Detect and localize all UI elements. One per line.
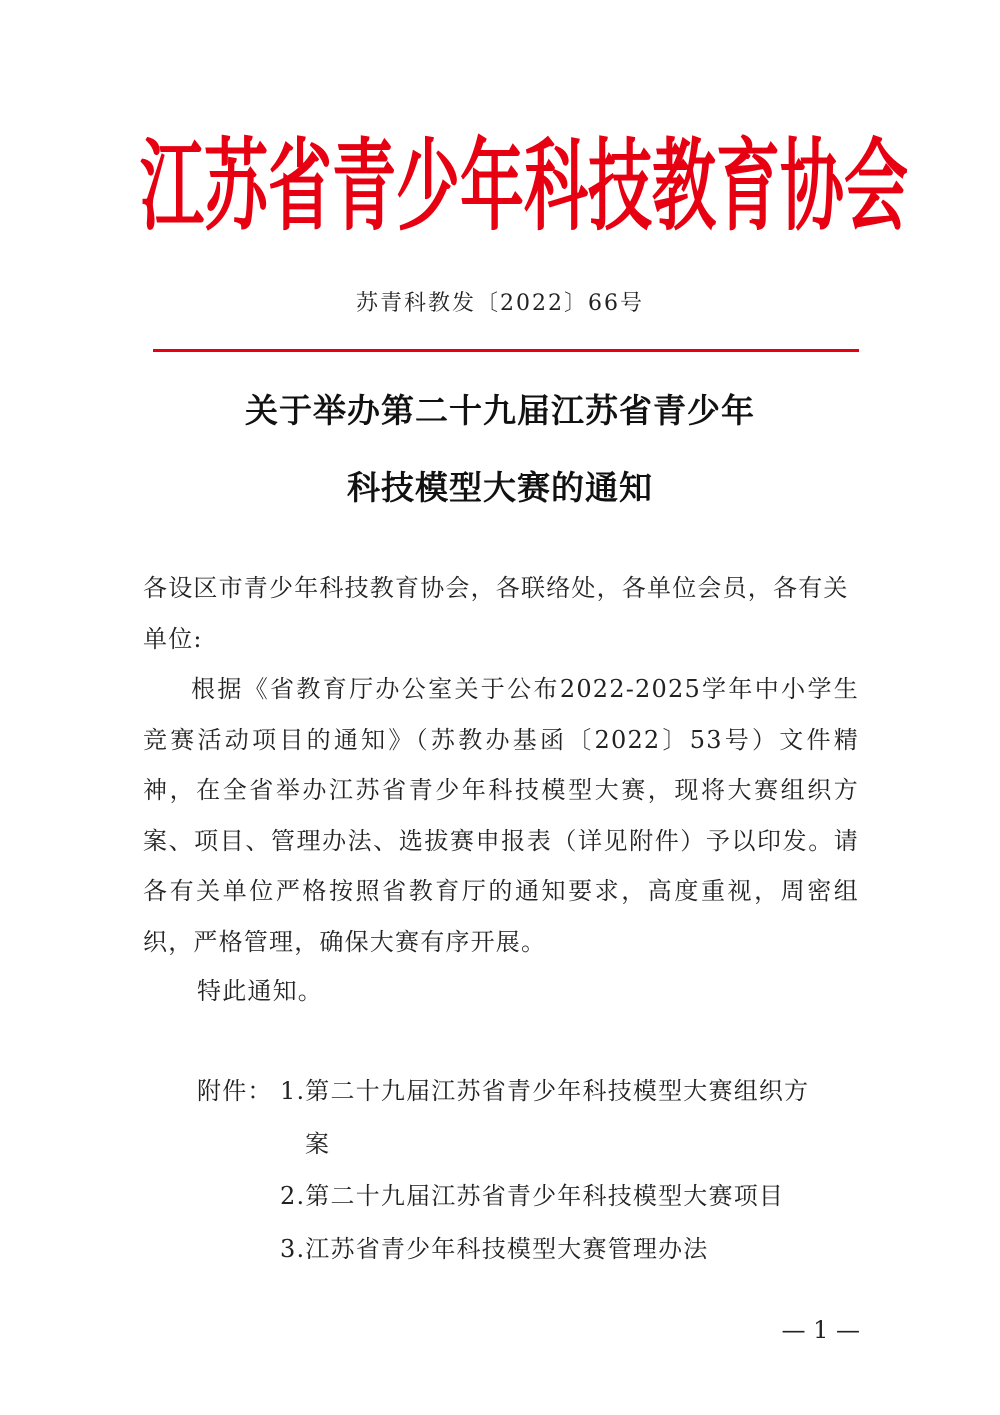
attachment-item-1-continuation: 案 [305, 1130, 331, 1158]
page-number: — 1 — [781, 1316, 860, 1344]
attachment-item-2: 2.第二十九届江苏省青少年科技模型大赛项目 [280, 1182, 785, 1210]
attachments-label: 附件： [197, 1077, 273, 1105]
salutation: 各设区市青少年科技教育协会，各联络处，各单位会员，各有关单位: [143, 574, 849, 653]
attachment-item-1: 1.第二十九届江苏省青少年科技模型大赛组织方 [280, 1077, 810, 1105]
attachment-item-3: 3.江苏省青少年科技模型大赛管理办法 [280, 1235, 709, 1263]
closing-line: 特此通知。 [197, 977, 323, 1005]
body-paragraph: 根据《省教育厅办公室关于公布2022-2025学年中小学生竞赛活动项目的通知》（苏教办基函〔2022〕53号）文件精神，在全省举办江苏省青少年科技模型大赛，现将大赛组织方案、项目、管理办法、选拔赛申报表（详见附件）予以印发。请各有关单位严格按照省教育厅的通知要求，高度重视，周密组织，严格管理，确保大赛有序开展。 [143, 675, 859, 956]
notice-title-line-2: 科技模型大赛的通知 [347, 468, 653, 507]
notice-title-line-1: 关于举办第二十九届江苏省青少年 [245, 391, 755, 430]
organization-letterhead [140, 128, 908, 248]
header-divider-rule [153, 349, 859, 352]
document-number: 苏青科教发〔2022〕66号 [356, 291, 644, 316]
organization-name: 江苏省青少年科技教育协会 [140, 129, 908, 246]
